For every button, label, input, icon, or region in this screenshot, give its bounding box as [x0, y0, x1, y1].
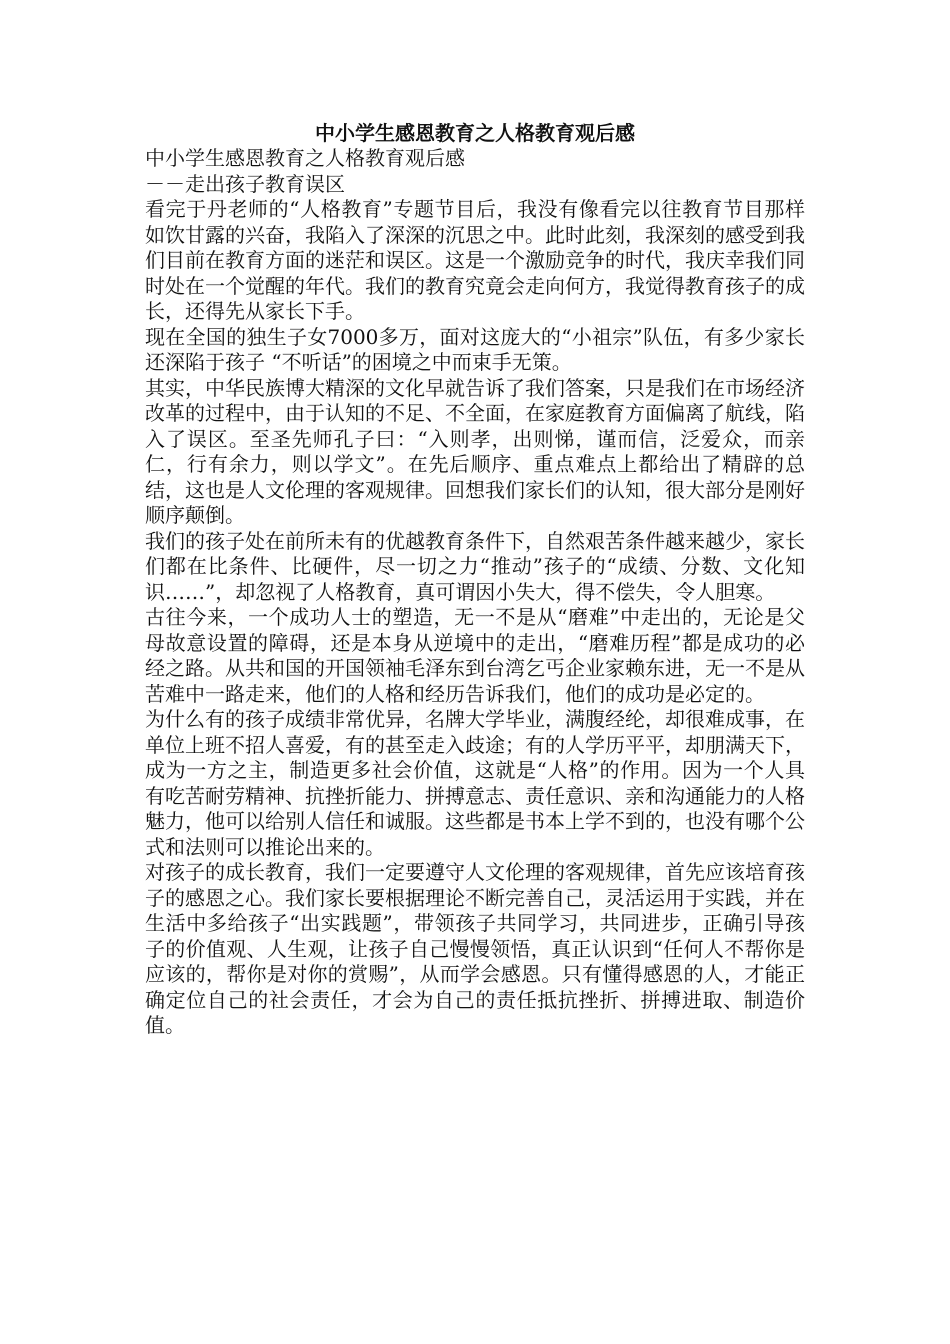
document-tagline: －－走出孩子教育误区 [145, 171, 345, 196]
paragraph: 古往今来，一个成功人士的塑造，无一不是从“磨难”中走出的，无论是父母故意设置的障碍，还是本身从逆境中的走出，“磨难历程”都是成功的必经之路。从共和国的开国领袖毛泽东到台湾乞丐企业家赖东进，无一不是从苦难中一路走来，他们的人格和经历告诉我们，他们的成功是必定的。 [145, 605, 805, 706]
paragraph: 现在全国的独生子女7000多万，面对这庞大的“小祖宗”队伍，有多少家长还深陷于孩子 “不听话”的困境之中而束手无策。 [145, 324, 805, 374]
paragraph: 我们的孩子处在前所未有的优越教育条件下，自然艰苦条件越来越少，家长们都在比条件、比硬件，尽一切之力“推动”孩子的“成绩、分数、文化知识……”，却忽视了人格教育，真可谓因小失大，得不偿失，令人胆寒。 [145, 528, 805, 604]
paragraph: 看完于丹老师的“人格教育”专题节目后，我没有像看完以往教育节目那样如饮甘露的兴奋，我陷入了深深的沉思之中。此时此刻，我深刻的感受到我们目前在教育方面的迷茫和误区。这是一个激励竞争的时代，我庆幸我们同时处在一个觉醒的年代。我们的教育究竟会走向何方，我觉得教育孩子的成长，还得先从家长下手。 [145, 197, 805, 323]
document-title: 中小学生感恩教育之人格教育观后感 [315, 121, 635, 145]
paragraph: 其实，中华民族博大精深的文化早就告诉了我们答案，只是我们在市场经济改革的过程中，由于认知的不足、不全面，在家庭教育方面偏离了航线，陷入了误区。至圣先师孔子曰：“入则孝，出则悌，谨而信，泛爱众，而亲仁，行有余力，则以学文”。在先后顺序、重点难点上都给出了精辟的总结，这也是人文伦理的客观规律。回想我们家长们的认知，很大部分是刚好顺序颠倒。 [145, 375, 805, 527]
paragraph: 为什么有的孩子成绩非常优异，名牌大学毕业，满腹经纶，却很难成事，在单位上班不招人喜爱，有的甚至走入歧途；有的人学历平平，却朋满天下，成为一方之主，制造更多社会价值，这就是“人格”的作用。因为一个人具有吃苦耐劳精神、抗挫折能力、拼搏意志、责任意识、亲和沟通能力的人格魅力，他可以给别人信任和诚服。这些都是书本上学不到的，也没有哪个公式和法则可以推论出来的。 [145, 707, 805, 859]
document-body [145, 121, 805, 1039]
paragraph: 对孩子的成长教育，我们一定要遵守人文伦理的客观规律，首先应该培育孩子的感恩之心。我们家长要根据理论不断完善自己，灵活运用于实践，并在生活中多给孩子“出实践题”，带领孩子共同学习，共同进步，正确引导孩子的价值观、人生观，让孩子自己慢慢领悟，真正认识到“任何人不帮你是应该的，帮你是对你的赏赐”，从而学会感恩。只有懂得感恩的人，才能正确定位自己的社会责任，才会为自己的责任抵抗挫折、拼搏进取、制造价值。 [145, 860, 805, 1037]
document-subtitle: 中小学生感恩教育之人格教育观后感 [145, 146, 465, 170]
